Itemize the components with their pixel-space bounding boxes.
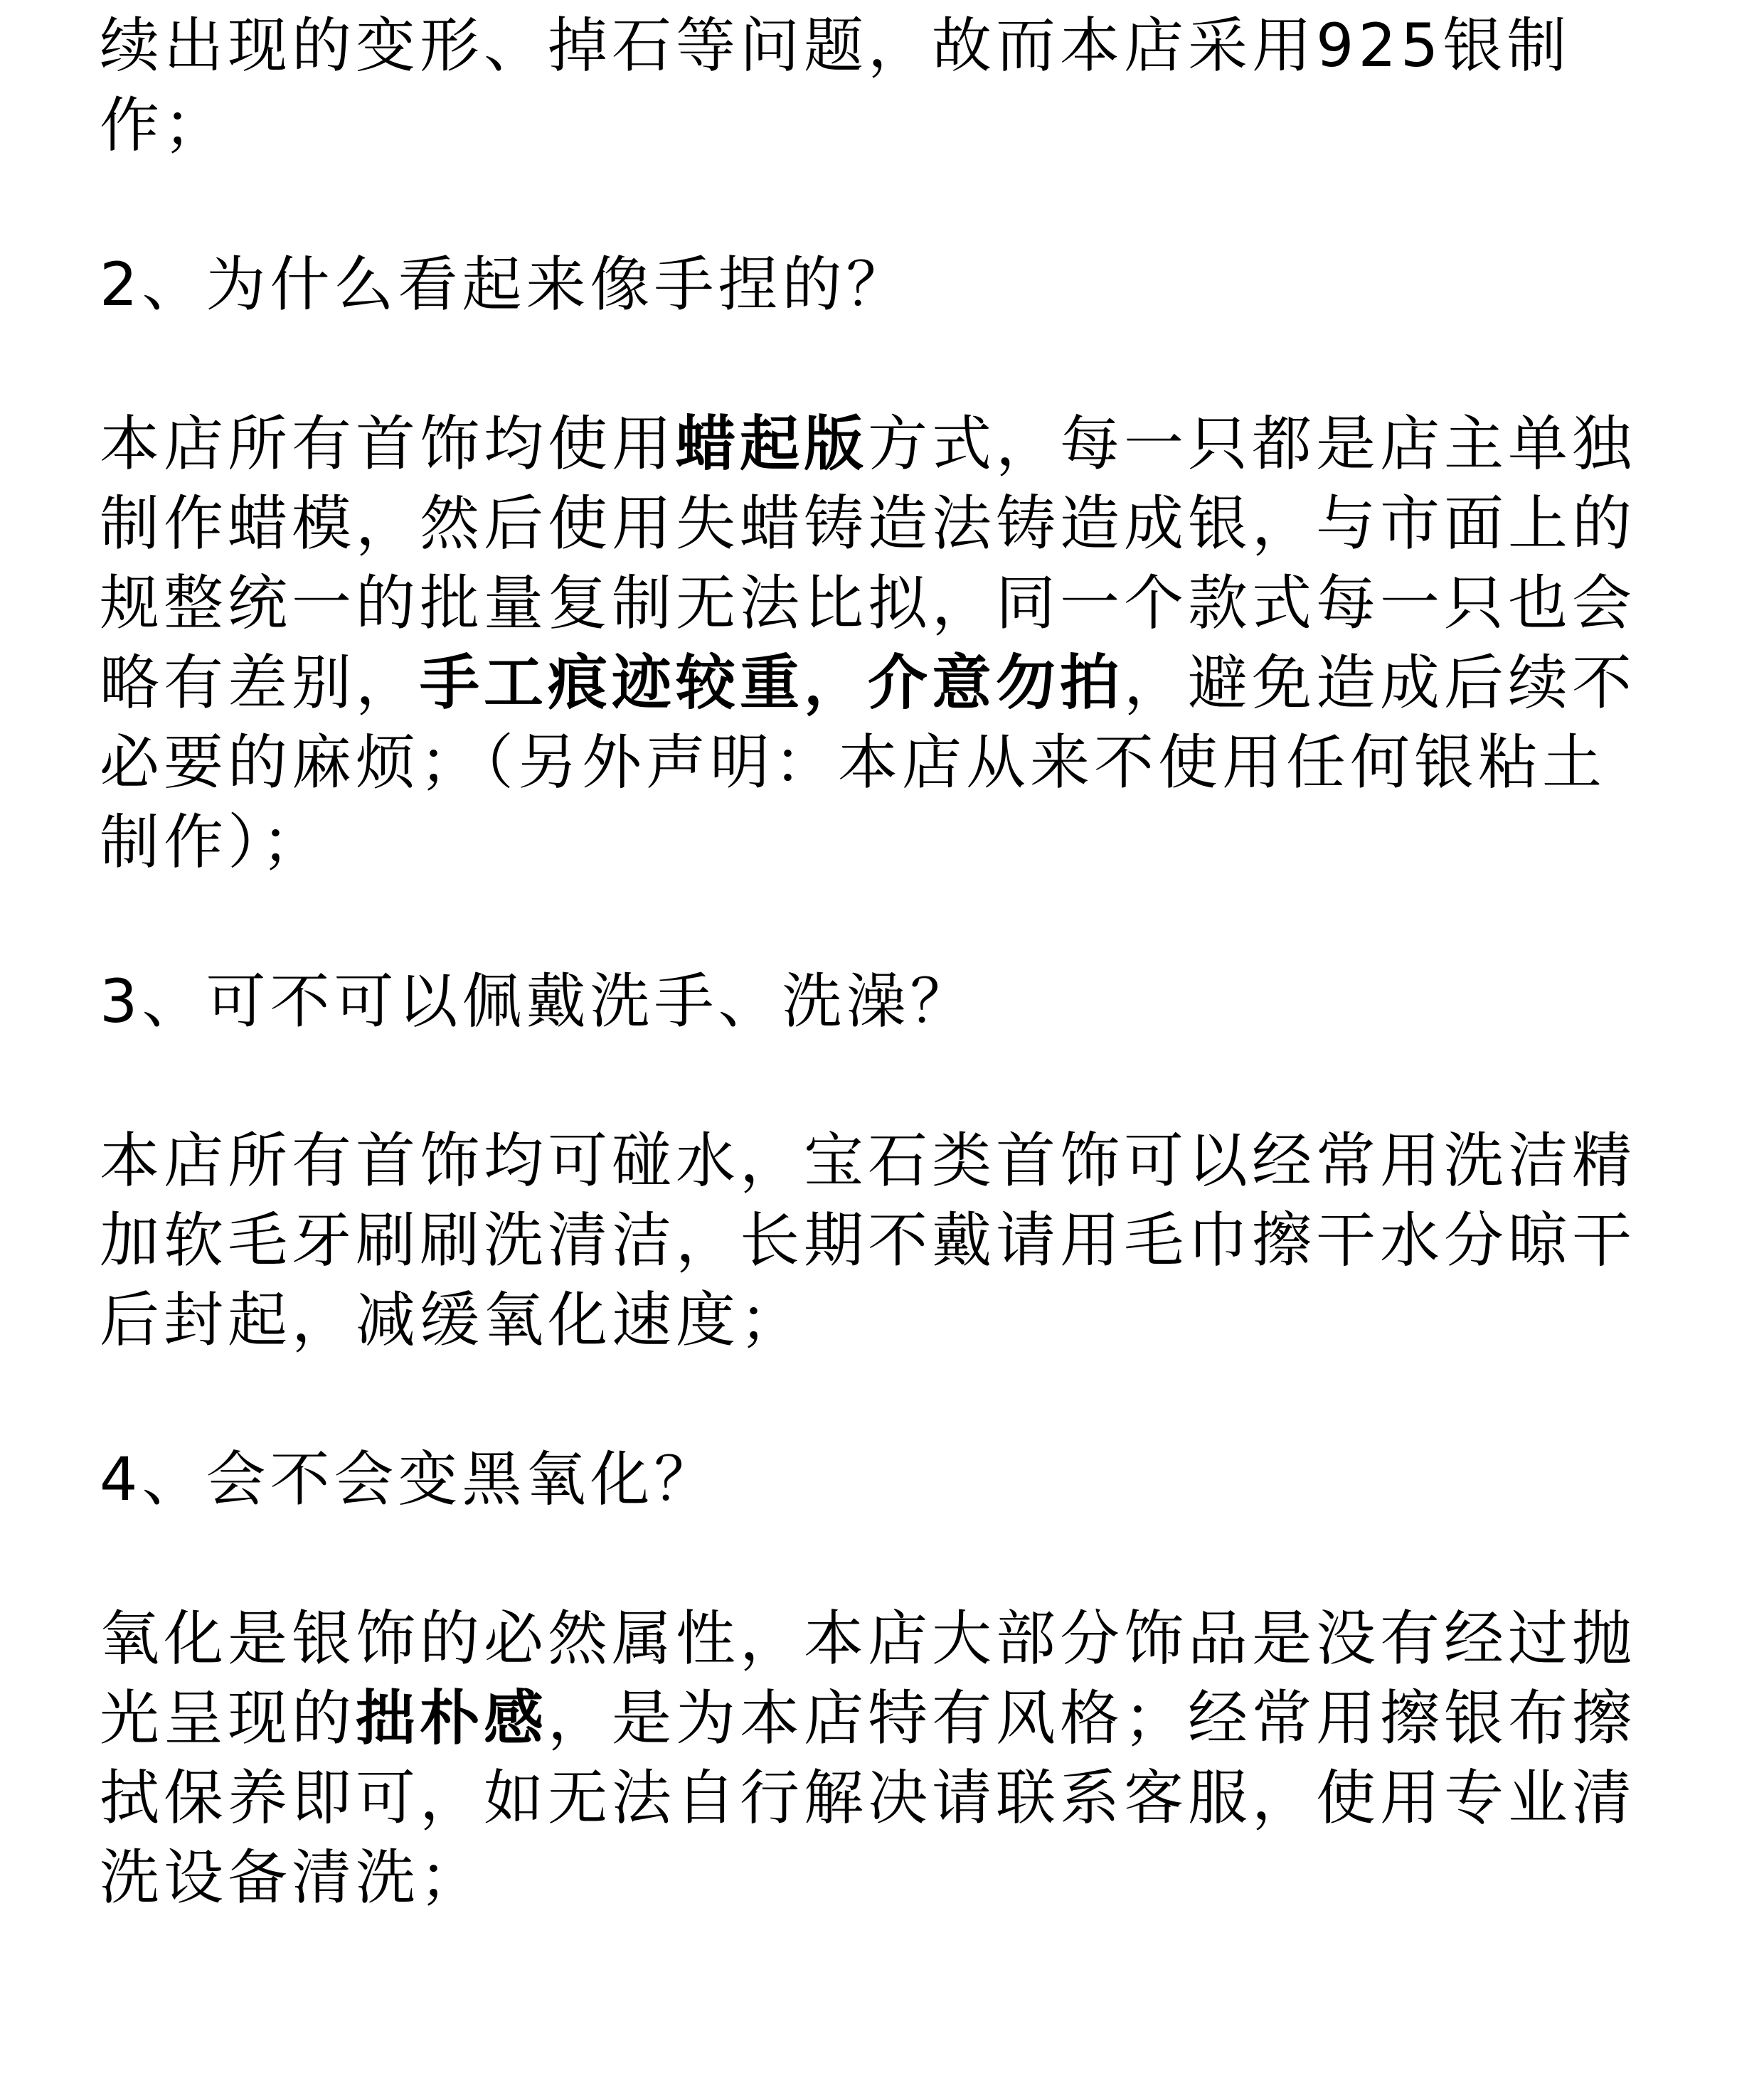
answer-text: ，是为本店特有风格；经常用擦银布擦拭保养即可，如无法自行解决请联系客服，使用专业清洗设备清洗；	[100, 1683, 1637, 1912]
emphasis-handmade-warning: 手工痕迹较重，介意勿拍	[420, 648, 1125, 718]
faq-document	[100, 0, 1664, 1917]
faq-question-4: 4、会不会变黑氧化？	[100, 1444, 718, 1514]
faq-answer-4	[100, 1599, 1664, 1917]
answer-text: 氧化是银饰的必然属性，本店大部分饰品是没有经过抛光呈现的	[100, 1604, 1637, 1753]
answer-text: ，避免造成后续不必要的麻烦；（另外声明：本店从来不使用任何银粘土制作）；	[100, 648, 1637, 877]
faq-question-3: 3、可不可以佩戴洗手、洗澡？	[100, 966, 974, 1036]
answer-text: 本店所有首饰均使用	[100, 409, 676, 479]
faq-answer-2	[100, 404, 1664, 882]
faq-question-2: 2、为什么看起来像手捏的？	[100, 250, 910, 319]
faq-answer-3: 本店所有首饰均可碰水，宝石类首饰可以经常用洗洁精加软毛牙刷刷洗清洁，长期不戴请用毛巾擦干水分晾干后封起，减缓氧化速度；	[100, 1126, 1637, 1355]
answer-text: 方式，每一只都是店主单独制作蜡模，然后使用失蜡铸造法铸造成银，与市面上的规整统一的批量复制无法比拟，同一个款式每一只也会略有差别，	[100, 409, 1637, 718]
continued-answer-fragment: 续出现的变形、掉石等问题，故而本店采用925银制作；	[100, 11, 1571, 160]
emphasis-wax-prototype: 蜡起版	[676, 409, 868, 479]
emphasis-rustic-style: 拙朴感	[356, 1683, 548, 1753]
